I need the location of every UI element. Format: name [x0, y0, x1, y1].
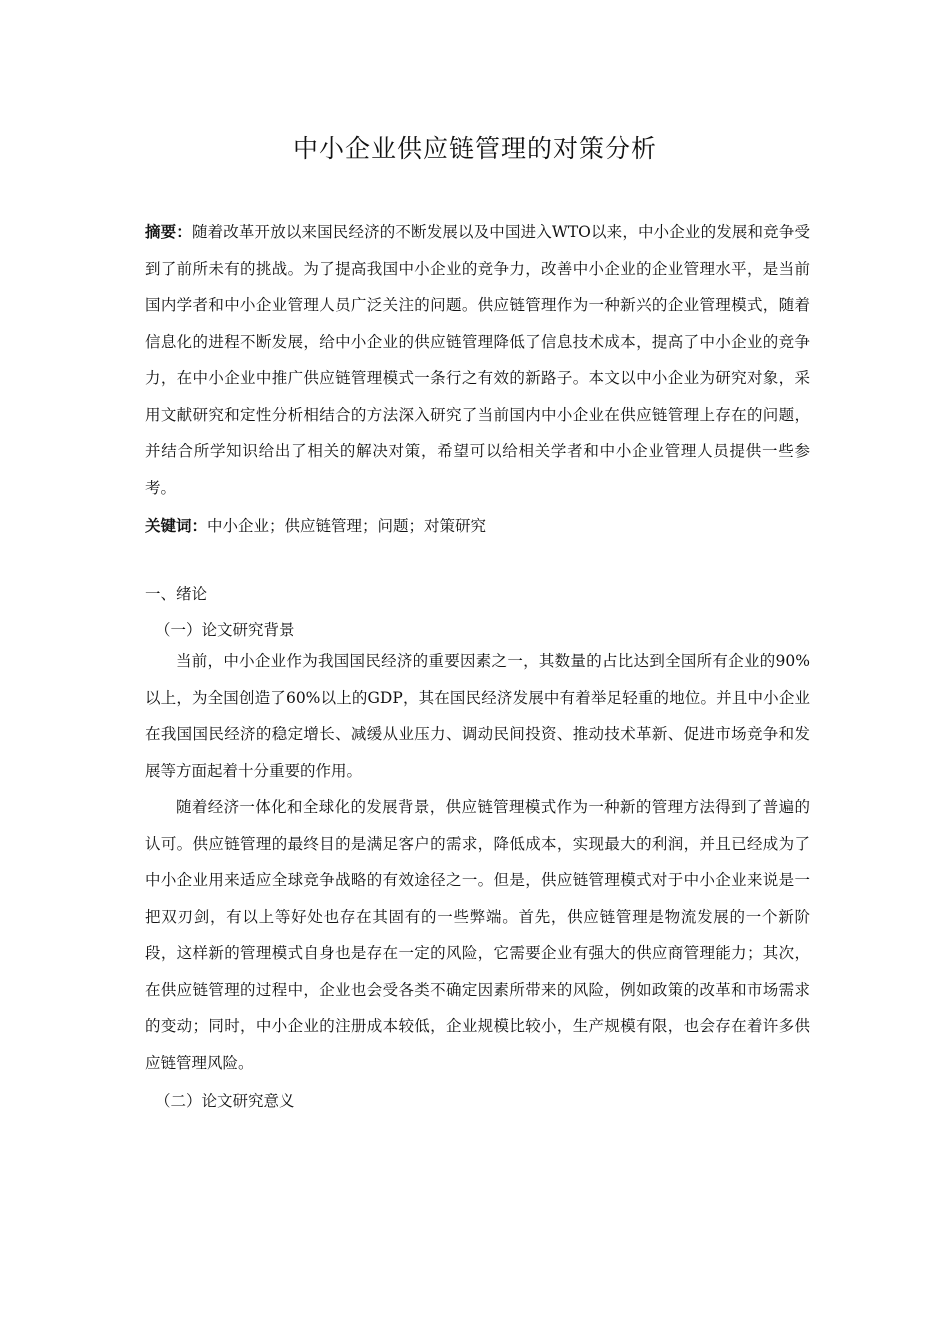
keywords-label: 关键词： [145, 516, 208, 535]
section-heading-introduction: 一、绪论 [145, 585, 208, 603]
abstract-text: 随着改革开放以来国民经济的不断发展以及中国进入WTO以来，中小企业的发展和竞争受到了前所未有的挑战。为了提高我国中小企业的竞争力，改善中小企业的企业管理水平，是当前国内学者和中小企业管理人员广泛关注的问题。供应链管理作为一种新兴的企业管理模式，随着信息化的进程不断发展，给中小企业的供应链管理降低了信息技术成本，提高了中小企业的竞争力，在中小企业中推广供应链管理模式一条行之有效的新路子。本文以中小企业为研究对象，采用文献研究和定性分析相结合的方法深入研究了当前国内中小企业在供应链管理上存在的问题，并结合所学知识给出了相关的解决对策，希望可以给相关学者和中小企业管理人员提供一些参考。 [145, 223, 810, 497]
background-paragraph-1: 当前，中小企业作为我国国民经济的重要因素之一，其数量的占比达到全国所有企业的90%以上，为全国创造了60%以上的GDP，其在国民经济发展中有着举足轻重的地位。并且中小企业在我国国民经济的稳定增长、减缓从业压力、调动民间投资、推动技术革新、促进市场竞争和发展等方面起着十分重要的作用。 [145, 652, 810, 780]
abstract-label: 摘要： [145, 222, 192, 241]
subsection-heading-background: （一）论文研究背景 [155, 621, 295, 639]
background-paragraph-2: 随着经济一体化和全球化的发展背景，供应链管理模式作为一种新的管理方法得到了普遍的认可。供应链管理的最终目的是满足客户的需求，降低成本，实现最大的利润，并且已经成为了中小企业用来适应全球竞争战略的有效途径之一。但是，供应链管理模式对于中小企业来说是一把双刃剑，有以上等好处也存在其固有的一些弊端。首先，供应链管理是物流发展的一个新阶段，这样新的管理模式自身也是存在一定的风险，它需要企业有强大的供应商管理能力；其次，在供应链管理的过程中，企业也会受各类不确定因素所带来的风险，例如政策的改革和市场需求的变动；同时，中小企业的注册成本较低，企业规模比较小，生产规模有限，也会存在着许多供应链管理风险。 [145, 798, 810, 1072]
keywords-text: 中小企业；供应链管理；问题；对策研究 [207, 517, 487, 535]
subsection-heading-significance: （二）论文研究意义 [155, 1092, 295, 1110]
paper-title: 中小企业供应链管理的对策分析 [292, 134, 657, 163]
abstract-paragraph [145, 214, 810, 506]
keywords-line [145, 508, 810, 545]
